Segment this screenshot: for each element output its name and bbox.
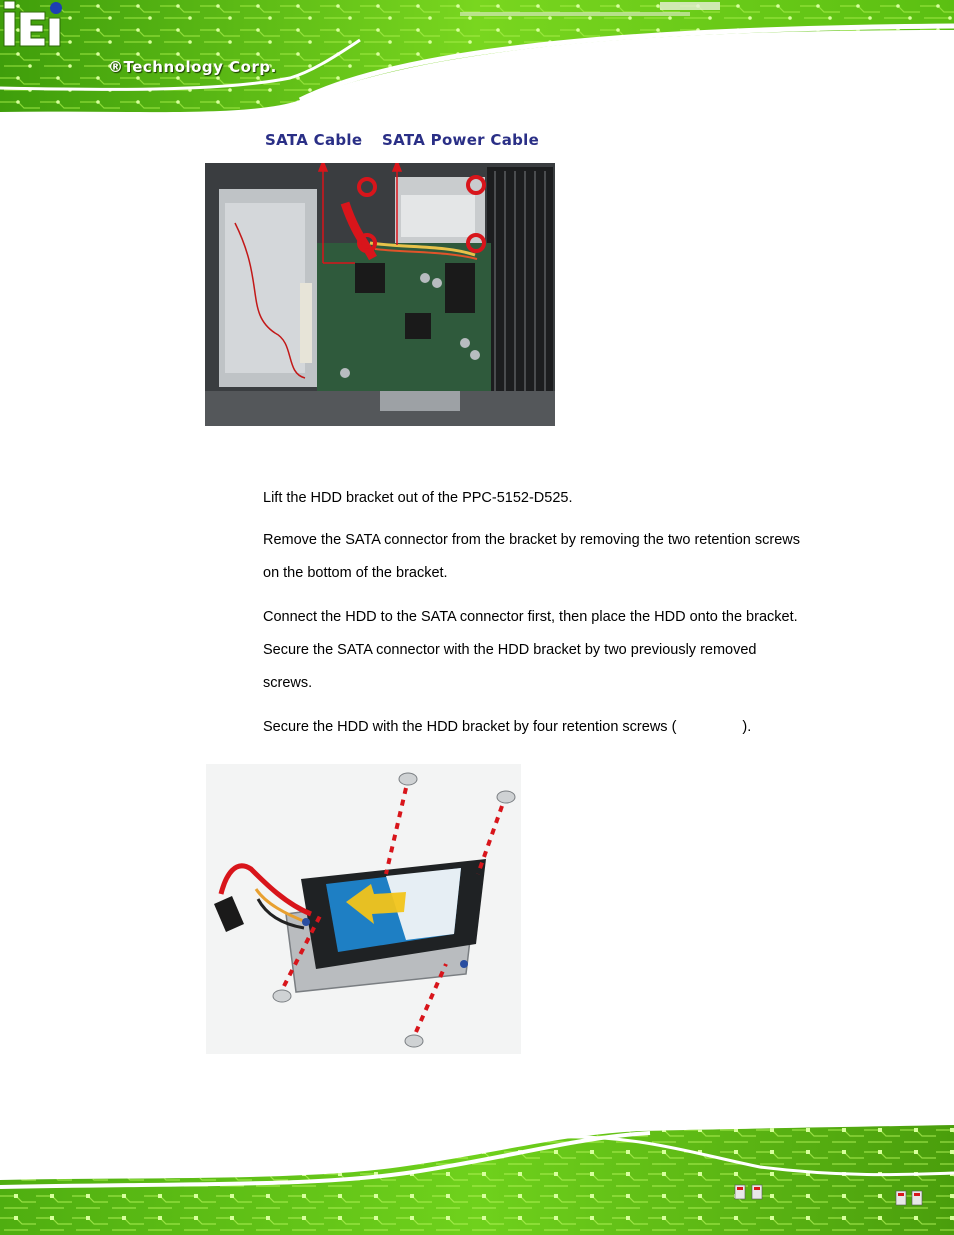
step-4-text-before: Secure the HDD with the HDD bracket by four retention screws ( <box>263 719 677 735</box>
sata-power-cable-label: SATA Power Cable <box>382 131 540 149</box>
step-2-text: Remove the SATA connector from the bracket by removing the two retention screws on the bottom of the bracket. <box>263 532 801 581</box>
page-header <box>0 0 954 120</box>
step-4-text <box>263 711 803 744</box>
brand-text: ®Technology Corp. <box>108 58 277 76</box>
circuit-board-footer-banner <box>0 1125 954 1235</box>
system-interior-photo <box>205 163 555 426</box>
iei-logo-icon <box>0 0 68 50</box>
hdd-bracket-illustration <box>206 764 521 1054</box>
step-1-text: Lift the HDD bracket out of the PPC-5152-D525. <box>263 490 573 506</box>
sata-cable-label: SATA Cable <box>265 131 363 149</box>
page-footer <box>0 1125 954 1235</box>
step-4-text-after: ). <box>742 719 752 735</box>
step-3-text: Connect the HDD to the SATA connector first, then place the HDD onto the bracket. Secure the SATA connector with the HDD bracket by two previously removed screws. <box>263 609 798 691</box>
